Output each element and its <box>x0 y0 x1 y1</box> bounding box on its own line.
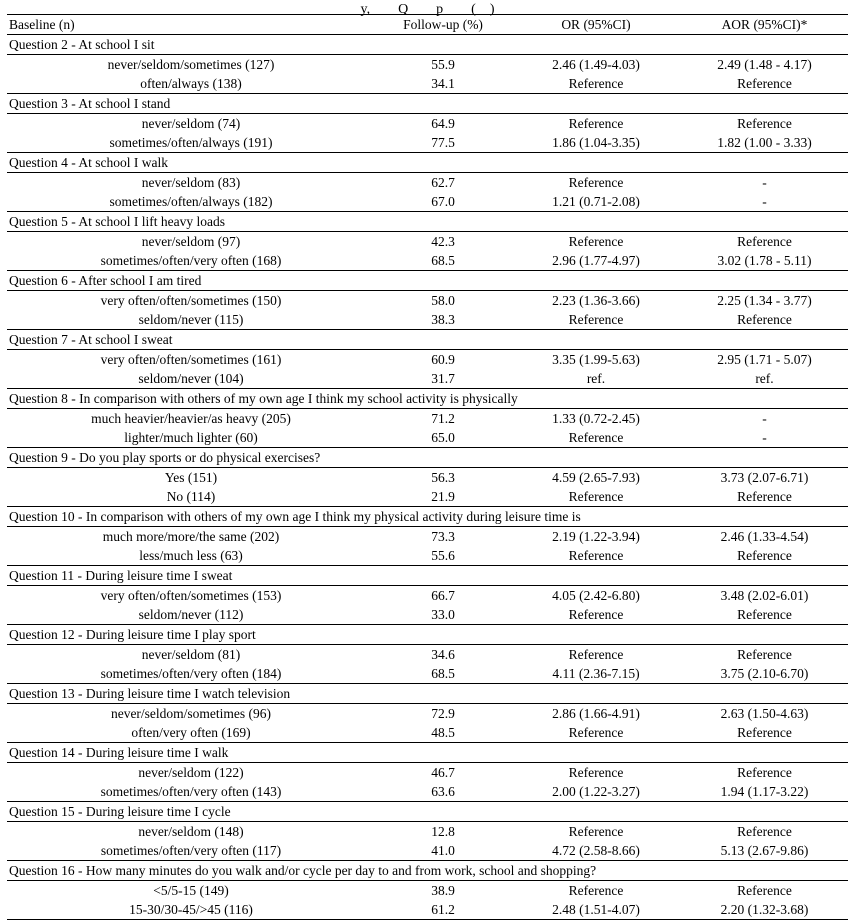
table-row <box>7 487 848 507</box>
table-row <box>7 546 848 566</box>
table-row <box>7 723 848 743</box>
aor-cell: - <box>762 175 767 190</box>
followup-cell: 66.7 <box>431 588 455 603</box>
aor-cell: - <box>762 411 767 426</box>
category-cell: often/very often (169) <box>131 725 251 740</box>
table-row <box>7 605 848 625</box>
question-header-row <box>7 389 848 409</box>
table-row <box>7 782 848 802</box>
followup-cell: 58.0 <box>431 293 455 308</box>
table-row <box>7 310 848 330</box>
aor-cell: - <box>762 194 767 209</box>
category-cell: very often/often/sometimes (153) <box>100 588 282 603</box>
table-row <box>7 369 848 389</box>
aor-cell: - <box>762 430 767 445</box>
followup-cell: 62.7 <box>431 175 455 190</box>
or-cell: Reference <box>568 883 624 898</box>
category-cell: never/seldom (97) <box>141 234 241 249</box>
category-cell: seldom/never (115) <box>138 312 244 327</box>
category-cell: sometimes/often/always (182) <box>109 194 273 209</box>
followup-cell: 60.9 <box>431 352 455 367</box>
question-header-row <box>7 743 848 763</box>
followup-cell: 77.5 <box>431 135 455 150</box>
or-cell: Reference <box>568 430 624 445</box>
or-cell: Reference <box>568 116 624 131</box>
table-row <box>7 586 848 606</box>
table-row <box>7 114 848 134</box>
table-row <box>7 881 848 901</box>
table-row <box>7 192 848 212</box>
aor-cell: 3.73 (2.07-6.71) <box>720 470 809 485</box>
category-cell: never/seldom (83) <box>141 175 241 190</box>
question-label: Question 5 - At school I lift heavy loads <box>7 212 848 232</box>
followup-cell: 31.7 <box>431 371 455 386</box>
followup-cell: 72.9 <box>431 706 455 721</box>
category-cell: never/seldom (148) <box>138 824 244 839</box>
or-cell: ref. <box>586 371 606 386</box>
or-cell: Reference <box>568 312 624 327</box>
or-cell: Reference <box>568 76 624 91</box>
table-row <box>7 664 848 684</box>
question-header-row <box>7 330 848 350</box>
header-or: OR (95%CI) <box>511 15 681 35</box>
or-cell: Reference <box>568 607 624 622</box>
category-cell: seldom/never (112) <box>138 607 244 622</box>
category-cell: much more/more/the same (202) <box>102 529 280 544</box>
or-cell: 2.48 (1.51-4.07) <box>511 900 681 920</box>
category-cell: less/much less (63) <box>139 548 243 563</box>
aor-cell: 1.82 (1.00 - 3.33) <box>717 135 812 150</box>
aor-cell: 2.95 (1.71 - 5.07) <box>717 352 812 367</box>
question-header-row <box>7 507 848 527</box>
aor-cell: 3.02 (1.78 - 5.11) <box>717 253 812 268</box>
table-body <box>7 35 848 920</box>
or-cell: Reference <box>568 647 624 662</box>
followup-cell: 61.2 <box>375 900 511 920</box>
followup-cell: 63.6 <box>431 784 455 799</box>
question-label: Question 13 - During leisure time I watch television <box>7 684 848 704</box>
category-cell: <5/5-15 (149) <box>153 883 229 898</box>
header-baseline: Baseline (n) <box>7 15 375 35</box>
or-cell: 2.46 (1.49-4.03) <box>552 57 640 72</box>
aor-cell: Reference <box>737 234 792 249</box>
followup-cell: 34.6 <box>431 647 455 662</box>
question-label: Question 8 - In comparison with others of my own age I think my school activity is physically <box>7 389 848 409</box>
followup-cell: 73.3 <box>431 529 455 544</box>
question-header-row <box>7 94 848 114</box>
or-cell: Reference <box>568 824 624 839</box>
aor-cell: ref. <box>755 371 774 386</box>
table-row <box>7 55 848 75</box>
question-label: Question 16 - How many minutes do you walk and/or cycle per day to and from work, school and shopping? <box>7 861 848 881</box>
aor-cell: 2.63 (1.50-4.63) <box>720 706 809 721</box>
table-row <box>7 173 848 193</box>
question-header-row <box>7 153 848 173</box>
followup-cell: 68.5 <box>431 253 455 268</box>
table-row <box>7 409 848 429</box>
or-cell: 1.33 (0.72-2.45) <box>552 411 640 426</box>
table-row <box>7 133 848 153</box>
category-cell: never/seldom (81) <box>141 647 241 662</box>
question-label: Question 2 - At school I sit <box>7 35 848 55</box>
question-label: Question 7 - At school I sweat <box>7 330 848 350</box>
aor-cell: Reference <box>737 489 792 504</box>
category-cell: never/seldom/sometimes (127) <box>107 57 275 72</box>
question-header-row <box>7 35 848 55</box>
question-label: Question 6 - After school I am tired <box>7 271 848 291</box>
aor-cell: Reference <box>737 647 792 662</box>
aor-cell: 3.75 (2.10-6.70) <box>720 666 809 681</box>
table-row <box>7 428 848 448</box>
category-cell: Yes (151) <box>164 470 218 485</box>
question-header-row <box>7 861 848 881</box>
or-cell: Reference <box>568 234 624 249</box>
question-header-row <box>7 212 848 232</box>
table-row <box>7 822 848 842</box>
aor-cell: 2.46 (1.33-4.54) <box>720 529 809 544</box>
aor-cell: Reference <box>737 725 792 740</box>
or-cell: 1.86 (1.04-3.35) <box>552 135 640 150</box>
question-header-row <box>7 448 848 468</box>
question-header-row <box>7 271 848 291</box>
aor-cell: 2.49 (1.48 - 4.17) <box>717 57 812 72</box>
table-row <box>7 527 848 547</box>
aor-cell: 3.48 (2.02-6.01) <box>720 588 809 603</box>
or-cell: Reference <box>568 175 624 190</box>
followup-cell: 56.3 <box>431 470 455 485</box>
question-label: Question 11 - During leisure time I sweat <box>7 566 848 586</box>
question-header-row <box>7 802 848 822</box>
followup-cell: 12.8 <box>431 824 455 839</box>
category-cell: seldom/never (104) <box>138 371 244 386</box>
category-cell: sometimes/often/always (191) <box>109 135 273 150</box>
followup-cell: 38.9 <box>431 883 455 898</box>
aor-cell: 1.94 (1.17-3.22) <box>720 784 809 799</box>
followup-cell: 65.0 <box>431 430 455 445</box>
followup-cell: 64.9 <box>431 116 455 131</box>
question-label: Question 9 - Do you play sports or do physical exercises? <box>7 448 848 468</box>
aor-cell: Reference <box>737 116 792 131</box>
aor-cell: Reference <box>737 883 792 898</box>
category-cell: very often/often/sometimes (150) <box>100 293 282 308</box>
or-cell: 2.96 (1.77-4.97) <box>552 253 640 268</box>
table-row <box>7 841 848 861</box>
followup-cell: 41.0 <box>431 843 455 858</box>
category-cell: much heavier/heavier/as heavy (205) <box>91 411 291 426</box>
or-cell: 3.35 (1.99-5.63) <box>552 352 640 367</box>
question-label: Question 10 - In comparison with others of my own age I think my physical activity during leisure time is <box>7 507 848 527</box>
or-cell: Reference <box>568 489 624 504</box>
aor-cell: Reference <box>737 824 792 839</box>
or-cell: 4.72 (2.58-8.66) <box>552 843 640 858</box>
table-row <box>7 763 848 783</box>
or-cell: 4.59 (2.65-7.93) <box>552 470 640 485</box>
or-cell: Reference <box>568 725 624 740</box>
followup-cell: 71.2 <box>431 411 455 426</box>
followup-cell: 68.5 <box>431 666 455 681</box>
or-cell: 4.05 (2.42-6.80) <box>552 588 640 603</box>
aor-cell: 5.13 (2.67-9.86) <box>720 843 809 858</box>
or-cell: Reference <box>568 548 624 563</box>
followup-cell: 34.1 <box>431 76 455 91</box>
table-row <box>7 251 848 271</box>
followup-cell: 46.7 <box>431 765 455 780</box>
aor-cell: Reference <box>737 548 792 563</box>
category-cell: never/seldom/sometimes (96) <box>110 706 272 721</box>
question-header-row <box>7 625 848 645</box>
table-row <box>7 350 848 370</box>
category-cell: sometimes/often/very often (184) <box>100 666 282 681</box>
clipped-caption <box>0 0 855 17</box>
question-label: Question 12 - During leisure time I play sport <box>7 625 848 645</box>
table-row <box>7 232 848 252</box>
table-row <box>7 468 848 488</box>
table-row <box>7 704 848 724</box>
aor-cell: Reference <box>737 765 792 780</box>
header-aor: AOR (95%CI)* <box>681 15 848 35</box>
or-cell: 2.86 (1.66-4.91) <box>552 706 640 721</box>
table-row <box>7 900 848 920</box>
question-label: Question 4 - At school I walk <box>7 153 848 173</box>
category-cell: never/seldom (74) <box>141 116 241 131</box>
or-cell: Reference <box>568 765 624 780</box>
table-header-row <box>7 15 848 35</box>
followup-cell: 67.0 <box>431 194 455 209</box>
category-cell: often/always (138) <box>140 76 242 91</box>
category-cell: sometimes/often/very often (117) <box>100 843 282 858</box>
category-cell: sometimes/often/very often (143) <box>100 784 282 799</box>
header-followup: Follow-up (%) <box>375 15 511 35</box>
or-cell: 2.00 (1.22-3.27) <box>552 784 640 799</box>
or-cell: 2.23 (1.36-3.66) <box>552 293 640 308</box>
aor-cell: 2.25 (1.34 - 3.77) <box>717 293 812 308</box>
or-cell: 4.11 (2.36-7.15) <box>552 666 640 681</box>
aor-cell: 2.20 (1.32-3.68) <box>681 900 848 920</box>
category-cell: very often/often/sometimes (161) <box>100 352 282 367</box>
followup-cell: 55.6 <box>431 548 455 563</box>
aor-cell: Reference <box>737 312 792 327</box>
followup-cell: 42.3 <box>431 234 455 249</box>
category-cell: No (114) <box>166 489 216 504</box>
question-header-row <box>7 566 848 586</box>
followup-cell: 48.5 <box>431 725 455 740</box>
aor-cell: Reference <box>737 76 792 91</box>
followup-cell: 33.0 <box>431 607 455 622</box>
followup-cell: 21.9 <box>431 489 455 504</box>
category-cell: never/seldom (122) <box>138 765 244 780</box>
table-row <box>7 291 848 311</box>
question-label: Question 14 - During leisure time I walk <box>7 743 848 763</box>
table-row <box>7 645 848 665</box>
or-cell: 2.19 (1.22-3.94) <box>552 529 640 544</box>
question-header-row <box>7 684 848 704</box>
question-label: Question 15 - During leisure time I cycle <box>7 802 848 822</box>
clipped-caption-text: y, Q p ( ) <box>360 2 495 17</box>
table-row <box>7 74 848 94</box>
category-cell: lighter/much lighter (60) <box>124 430 258 445</box>
category-cell: sometimes/often/very often (168) <box>100 253 282 268</box>
question-label: Question 3 - At school I stand <box>7 94 848 114</box>
aor-cell: Reference <box>737 607 792 622</box>
or-cell: 1.21 (0.71-2.08) <box>552 194 640 209</box>
followup-cell: 55.9 <box>431 57 455 72</box>
followup-cell: 38.3 <box>431 312 455 327</box>
results-table <box>7 14 848 920</box>
category-cell: 15-30/30-45/>45 (116) <box>7 900 375 920</box>
